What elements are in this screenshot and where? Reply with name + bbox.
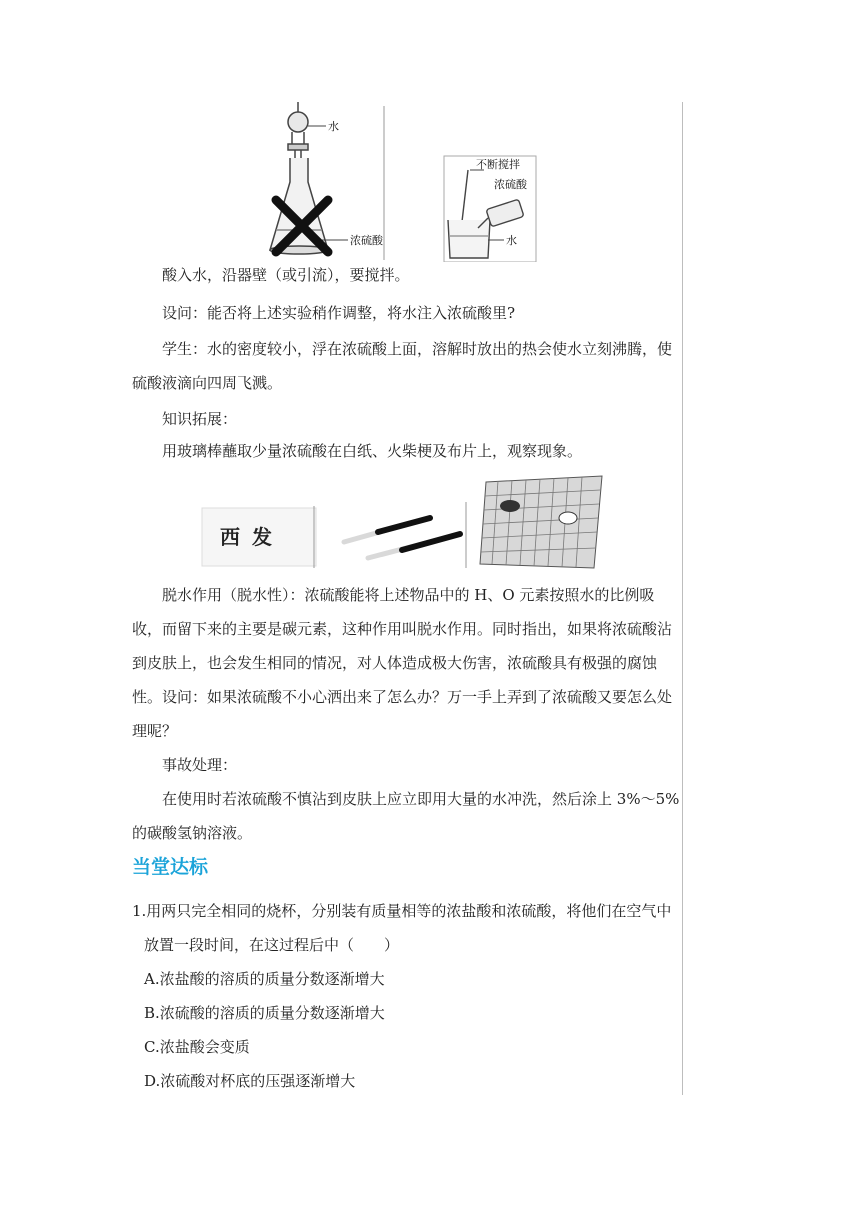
paragraph-4: 知识拓展：: [162, 410, 238, 428]
question-stem: [132, 894, 680, 928]
option-b: B.浓硫酸的溶质的质量分数逐渐增大: [144, 1004, 385, 1022]
paragraph-2: 设问：能否将上述实验稍作调整，将水注入浓硫酸里?: [162, 304, 516, 322]
dilution-figure: [262, 100, 552, 262]
option-d: D.浓硫酸对杯底的压强逐渐增大: [144, 1072, 356, 1090]
paragraph-7: 设问：如果浓硫酸不小心洒出来了怎么办？万一手上弄到了浓硫酸又要怎么处理呢？: [132, 688, 673, 740]
option-a: A.浓盐酸的溶质的质量分数逐渐增大: [144, 970, 385, 988]
paragraph-3: 学生：水的密度较小，浮在浓硫酸上面，溶解时放出的热会使水立刻沸腾，使硫酸液滴向四周飞溅。: [132, 340, 673, 392]
cloth-grid-icon: [480, 476, 602, 568]
paper-text: 西 发: [220, 525, 272, 549]
beaker-water-label: 水: [506, 234, 517, 247]
stir-label: 不断搅拌: [476, 158, 520, 171]
question-stem-line1: 1.用两只完全相同的烧杯，分别装有质量相等的浓盐酸和浓硫酸，将他们在空气中: [132, 902, 672, 920]
paragraph-1: 酸入水，沿器壁（或引流），要搅拌。: [162, 266, 410, 284]
pour-acid-label: 浓硫酸: [494, 178, 527, 191]
acid-label: 浓硫酸: [350, 234, 383, 247]
paragraph-6: 脱水作用（脱水性）：浓硫酸能将上述物品中的 H、O 元素按照水的比例吸收，而留下来的主要是碳元素，这种作用叫脱水作用。同时指出，如果将浓硫酸沾到皮肤上，也会发生相同的情况，对人体造成极大伤害，浓硫酸具有极强的腐蚀性。: [132, 586, 673, 706]
paragraph-8: 事故处理：: [162, 756, 238, 774]
dehydration-figure: [198, 472, 608, 572]
section-title: 当堂达标: [132, 856, 209, 878]
water-label: 水: [328, 120, 339, 133]
matchstick-icon: [344, 518, 460, 558]
paragraph-5: 用玻璃棒蘸取少量浓硫酸在白纸、火柴梗及布片上，观察现象。: [162, 442, 583, 460]
paragraph-9: 在使用时若浓硫酸不慎沾到皮肤上应立即用大量的水冲洗，然后涂上 3%～5%的碳酸氢钠溶液。: [132, 790, 680, 842]
question-stem-line2: 放置一段时间，在这过程后中（ ）: [144, 936, 400, 954]
option-c: C.浓盐酸会变质: [144, 1038, 250, 1056]
